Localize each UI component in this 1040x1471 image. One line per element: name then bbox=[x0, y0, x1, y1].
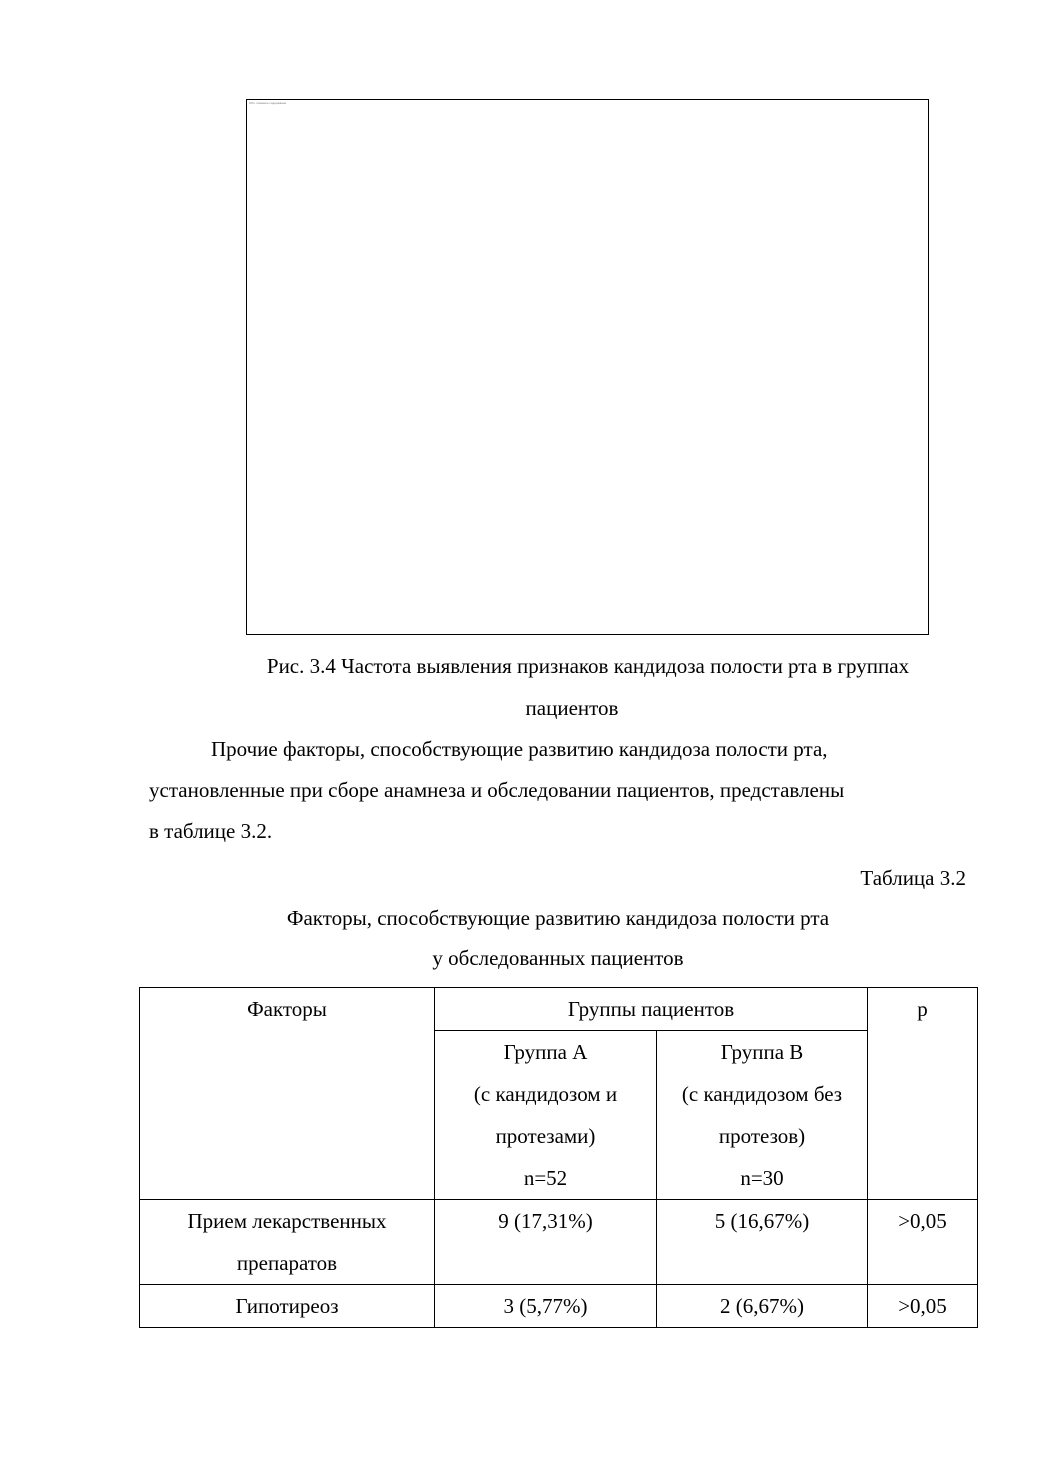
row-group-b-value: 2 (6,67%) bbox=[657, 1285, 868, 1328]
table-row bbox=[140, 1285, 978, 1328]
figure-caption-line2: пациентов bbox=[525, 696, 619, 720]
row-p-value: >0,05 bbox=[868, 1285, 978, 1328]
group-a-n: n=52 bbox=[523, 1166, 568, 1190]
row-group-a-value: 3 (5,77%) bbox=[435, 1285, 657, 1328]
group-a-desc1: (с кандидозом и bbox=[473, 1082, 618, 1106]
table-title-line1: Факторы, способствующие развитию кандидоза полости рта bbox=[286, 906, 830, 930]
paragraph-line3: в таблице 3.2. bbox=[149, 819, 273, 843]
table-title bbox=[140, 897, 976, 979]
factors-table bbox=[139, 987, 978, 1328]
row-factor-line2: препаратов bbox=[236, 1251, 338, 1275]
paragraph-line2: установленные при сборе анамнеза и обследовании пациентов, представлены bbox=[149, 778, 845, 802]
header-group-b bbox=[657, 1031, 868, 1200]
group-a-title: Группа А bbox=[503, 1040, 588, 1064]
group-b-title: Группа В bbox=[720, 1040, 804, 1064]
row-factor: Гипотиреоз bbox=[140, 1285, 435, 1328]
header-groups: Группы пациентов bbox=[435, 988, 868, 1031]
paragraph-line1: Прочие факторы, способствующие развитию кандидоза полости рта, bbox=[211, 737, 828, 761]
table-row bbox=[140, 1200, 978, 1285]
row-factor bbox=[140, 1200, 435, 1285]
group-b-n: n=30 bbox=[740, 1166, 784, 1190]
row-group-a-value: 9 (17,31%) bbox=[435, 1200, 657, 1285]
row-factor-line1: Прием лекарственных bbox=[187, 1209, 387, 1233]
body-paragraph bbox=[149, 729, 979, 855]
figure-caption-line1: Рис. 3.4 Частота выявления признаков кандидоза полости рта в группах bbox=[266, 654, 910, 678]
group-a-desc2: протезами) bbox=[495, 1124, 596, 1148]
figure-caption bbox=[98, 645, 1040, 729]
header-factors: Факторы bbox=[140, 988, 435, 1200]
table-label: Таблица 3.2 bbox=[860, 866, 966, 890]
broken-image-icon: Обл. показать содержание bbox=[249, 101, 287, 105]
row-group-b-value: 5 (16,67%) bbox=[657, 1200, 868, 1285]
row-p-value: >0,05 bbox=[868, 1200, 978, 1285]
group-b-desc2: протезов) bbox=[718, 1124, 806, 1148]
table-header-row bbox=[140, 988, 978, 1031]
header-group-a bbox=[435, 1031, 657, 1200]
figure-placeholder bbox=[246, 99, 929, 635]
group-b-desc1: (с кандидозом без bbox=[681, 1082, 843, 1106]
table-title-line2: у обследованных пациентов bbox=[432, 946, 684, 970]
header-p: p bbox=[868, 988, 978, 1200]
